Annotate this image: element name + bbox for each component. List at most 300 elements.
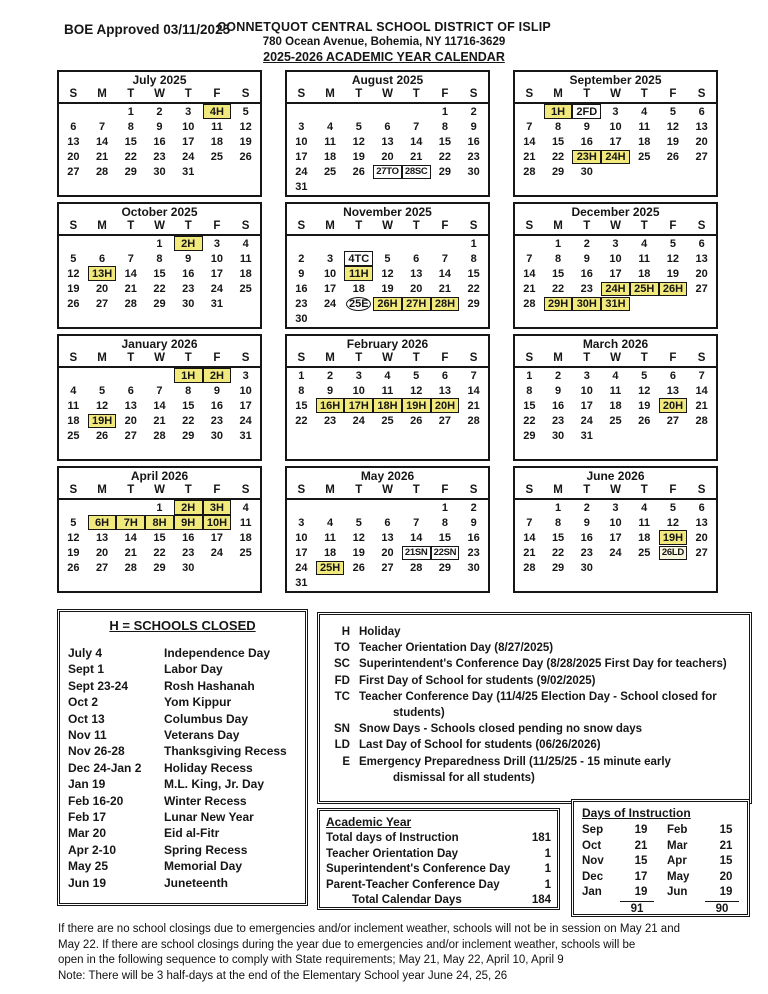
day-cell: 24 (580, 414, 593, 427)
day-cell (344, 575, 373, 590)
day-cell (431, 236, 460, 251)
academic-year-total-row (326, 893, 551, 909)
day-cell (402, 296, 431, 311)
day-cell (145, 515, 174, 530)
day-cell: 29 (182, 429, 195, 442)
day-cell: 28 (523, 165, 536, 178)
weekday-label: T (640, 352, 648, 364)
day-cell: 22 (153, 546, 166, 559)
month-august-2025 (285, 70, 490, 197)
day-cell: 29 (551, 165, 565, 178)
day-cell: 30 (153, 165, 166, 178)
day-cell: 17 (609, 531, 622, 544)
day-cell: 4 (612, 369, 619, 382)
day-cell (59, 104, 88, 119)
day-cell: 31 (182, 165, 195, 178)
day-cell: 2 (583, 501, 590, 514)
day-cell: 20 (381, 150, 394, 163)
key-entry (326, 689, 743, 721)
day-cell: 11 (211, 120, 223, 133)
day-cell: 17 (182, 135, 195, 148)
key-description-line: Last Day of School for students (06/26/2026) (359, 739, 601, 752)
day-cell: 15 (295, 399, 308, 412)
day-cell: 6 (384, 516, 391, 529)
boe-approved-text: BOE Approved 03/11/2025 (64, 22, 231, 37)
day-cell: 8 (441, 516, 448, 529)
academic-year-row (326, 831, 551, 847)
day-cell: 23 (467, 150, 480, 163)
weekday-label: S (69, 88, 78, 100)
day-cell (630, 296, 659, 311)
day-cell (601, 296, 630, 311)
closed-date: Oct 2 (68, 695, 99, 710)
key-description (359, 689, 743, 721)
day-cell: 9 (583, 252, 590, 265)
day-cell: 24 (210, 282, 224, 295)
day-cell: 17 (295, 546, 308, 559)
day-cell: 20 (95, 282, 109, 295)
schools-closed-item (68, 858, 297, 874)
key-description-cont: dismissal for all students) (393, 771, 535, 784)
day-cell (687, 560, 716, 575)
doi-left-column (582, 823, 654, 915)
day-cell: 7 (698, 369, 705, 382)
day-cell (316, 500, 345, 515)
key-abbr: E (342, 755, 350, 768)
month-title: October 2025 (121, 205, 198, 219)
holiday-day: 25H (316, 561, 345, 576)
day-cell: 20 (695, 267, 708, 280)
day-cell: 5 (384, 252, 391, 265)
weekday-label: S (297, 484, 306, 496)
closed-date: July 4 (68, 646, 103, 660)
day-cell: 1 (127, 105, 134, 118)
holiday-day: 2H (174, 236, 203, 251)
day-cell (231, 560, 260, 575)
day-cell: 10 (609, 252, 622, 265)
day-cell: 5 (70, 252, 77, 265)
doi-row (582, 885, 654, 901)
weekday-header-row (59, 484, 260, 500)
weekday-label: M (553, 220, 563, 232)
schools-closed-item (68, 645, 297, 661)
day-cell: 3 (355, 369, 362, 382)
day-cell: 8 (470, 252, 477, 265)
day-cell: 26 (95, 429, 109, 442)
day-cell: 11 (638, 516, 651, 529)
day-cell: 26 (352, 561, 365, 574)
key-entry (326, 673, 743, 689)
day-cell: 30 (580, 165, 593, 178)
key-description (359, 656, 743, 672)
day-cell (316, 179, 345, 194)
day-cell: 18 (638, 531, 651, 544)
day-cell: 12 (352, 531, 365, 544)
day-cell: 20 (67, 150, 80, 163)
day-cell (659, 281, 688, 296)
day-cell: 6 (698, 105, 705, 118)
day-cell (544, 296, 573, 311)
holiday-day: 16H (316, 398, 345, 413)
schools-closed-item (68, 760, 297, 776)
day-cell (344, 251, 373, 266)
day-cell: 18 (352, 282, 365, 295)
day-cell: 1 (526, 369, 533, 382)
closed-date: May 25 (68, 859, 109, 874)
weekday-label: T (184, 352, 192, 364)
day-cell: 12 (95, 399, 109, 412)
day-cell: 12 (352, 135, 365, 148)
day-cell: 10 (580, 384, 593, 397)
day-cell (431, 179, 460, 194)
day-cell: 1 (298, 369, 305, 382)
day-cell: 1 (470, 237, 477, 250)
day-cell: 19 (638, 399, 651, 412)
day-cell: 15 (551, 135, 565, 148)
day-cell: 11 (638, 120, 651, 133)
holiday-day: 19H (659, 530, 688, 545)
day-cell (316, 104, 345, 119)
doi-row (667, 854, 739, 870)
day-cell: 17 (295, 150, 308, 163)
day-cell: 30 (551, 429, 565, 442)
day-cell: 12 (67, 531, 80, 544)
month-title: December 2025 (571, 205, 660, 219)
day-cell: 8 (526, 384, 533, 397)
schools-closed-item (68, 793, 297, 809)
day-cell: 26 (410, 414, 423, 427)
day-cell: 21 (124, 282, 137, 295)
day-cell (116, 236, 145, 251)
footer-line: If there are no school closings due to emergencies and/or inclement weather, schools will not be in session on May 21 and (58, 923, 680, 935)
day-cell: 25 (638, 546, 651, 559)
day-cell: 9 (156, 120, 163, 133)
day-cell: 13 (666, 384, 680, 397)
doi-month: Feb (667, 824, 688, 836)
day-cell (402, 311, 431, 326)
day-cell (344, 179, 373, 194)
day-cell (373, 311, 402, 326)
month-cells (287, 368, 488, 428)
footer-line: Note: There will be 3 half-days at the end of the Elementary School year June 24, 25, 26 (58, 969, 508, 982)
holiday-day: 29H (544, 297, 573, 312)
weekday-label: F (213, 484, 221, 496)
day-cell: 5 (242, 105, 249, 118)
day-cell: 9 (555, 384, 562, 397)
day-cell: 10 (295, 135, 308, 148)
weekday-label: T (412, 484, 420, 496)
key-description (359, 640, 743, 656)
day-cell: 4 (384, 369, 391, 382)
day-cell (287, 236, 316, 251)
weekday-label: S (241, 484, 250, 496)
academic-value: 1 (544, 863, 551, 876)
day-cell: 10 (609, 120, 622, 133)
key-description-cont: students) (393, 707, 445, 720)
day-cell: 21 (410, 150, 423, 163)
holiday-day: 9H (174, 515, 203, 530)
weekday-label: W (154, 220, 165, 232)
day-cell (402, 104, 431, 119)
day-cell: 13 (410, 267, 423, 280)
month-cells (515, 500, 716, 575)
day-cell: 16 (580, 267, 593, 280)
day-cell (402, 500, 431, 515)
day-cell: 24 (323, 297, 337, 310)
day-cell: 7 (413, 516, 420, 529)
month-january-2026 (57, 334, 262, 461)
day-cell: 2 (470, 105, 477, 118)
weekday-label: M (553, 484, 563, 496)
day-cell (88, 266, 117, 281)
day-cell: 22 (551, 282, 565, 295)
day-cell: 7 (526, 252, 533, 265)
day-cell: 18 (609, 399, 622, 412)
day-cell: 23 (295, 297, 308, 310)
day-cell (116, 500, 145, 515)
holiday-day: 20H (431, 398, 460, 413)
day-cell: 19 (381, 282, 394, 295)
academic-year-rows (326, 831, 551, 909)
weekday-label: T (127, 352, 135, 364)
closed-name: Lunar New Year (164, 810, 254, 825)
academic-year-title: Academic Year (326, 815, 412, 829)
day-cell: 19 (666, 135, 680, 148)
key-description-line: Snow Days - Schools closed pending no snow days (359, 723, 643, 736)
day-cell (659, 296, 688, 311)
weekday-label: S (525, 220, 534, 232)
page-title: 2025-2026 ACADEMIC YEAR CALENDAR (263, 50, 505, 64)
weekday-label: S (297, 220, 306, 232)
key-description (359, 673, 743, 689)
day-cell: 21 (695, 399, 708, 412)
day-cell: 21 (438, 282, 452, 295)
closed-name: Holiday Recess (164, 760, 253, 775)
month-cells (59, 104, 260, 179)
day-cell (203, 164, 232, 179)
day-cell: 16 (580, 531, 593, 544)
day-cell: 30 (467, 561, 480, 574)
day-cell: 27 (695, 282, 708, 295)
closed-name: Columbus Day (164, 711, 249, 726)
key-abbr: SN (334, 723, 350, 736)
holiday-day: 4H (203, 104, 232, 119)
day-cell (373, 398, 402, 413)
closed-name: Rosh Hashanah (164, 678, 255, 693)
day-cell: 25 (239, 546, 252, 559)
doi-row (667, 823, 739, 839)
closed-date: Jan 19 (68, 777, 106, 792)
weekday-label: S (297, 88, 306, 100)
day-cell (659, 398, 688, 413)
weekday-header-row (515, 220, 716, 236)
day-cell: 30 (295, 313, 308, 326)
day-cell: 11 (324, 135, 336, 148)
day-cell (659, 530, 688, 545)
day-cell (88, 500, 117, 515)
day-cell (316, 311, 345, 326)
day-cell: 15 (551, 531, 565, 544)
closed-name: Yom Kippur (164, 695, 232, 710)
day-cell: 13 (695, 120, 708, 133)
day-cell: 28 (467, 414, 480, 427)
holiday-day: 27H (402, 297, 431, 312)
closed-date: Dec 24-Jan 2 (68, 760, 142, 775)
day-cell: 2 (470, 501, 477, 514)
academic-label: Teacher Orientation Day (326, 847, 459, 860)
day-cell: 14 (410, 135, 423, 148)
weekday-label: T (355, 220, 363, 232)
marked-day: 28SC (402, 165, 431, 180)
day-cell: 14 (523, 267, 536, 280)
day-cell: 27 (95, 297, 109, 310)
schools-closed-item (68, 776, 297, 792)
weekday-label: F (441, 220, 449, 232)
day-cell: 29 (523, 429, 536, 442)
month-february-2026 (285, 334, 490, 461)
doi-days: 19 (634, 824, 648, 836)
holiday-day: 31H (601, 297, 630, 312)
academic-value: 181 (531, 832, 551, 844)
day-cell: 6 (413, 252, 420, 265)
day-cell: 6 (698, 501, 705, 514)
day-cell: 29 (153, 297, 166, 310)
academic-value: 1 (544, 847, 551, 860)
day-cell: 3 (612, 237, 619, 250)
weekday-label: W (382, 88, 393, 100)
day-cell: 15 (153, 531, 166, 544)
day-cell: 4 (327, 120, 334, 133)
day-cell: 1 (555, 237, 562, 250)
holiday-day: 2H (203, 368, 232, 383)
day-cell (402, 236, 431, 251)
day-cell (231, 164, 260, 179)
academic-label: Parent-Teacher Conference Day (326, 878, 500, 891)
day-cell: 9 (213, 384, 220, 397)
day-cell (373, 179, 402, 194)
day-cell: 8 (156, 252, 163, 265)
academic-year-box (317, 808, 560, 910)
day-cell: 14 (410, 531, 423, 544)
day-cell (316, 575, 345, 590)
day-cell: 24 (239, 414, 252, 427)
holiday-day: 26H (659, 282, 688, 297)
day-cell: 13 (695, 252, 708, 265)
day-cell: 2 (327, 369, 334, 382)
month-title: July 2025 (132, 73, 187, 87)
doi-month: Mar (667, 839, 688, 852)
weekday-label: T (355, 88, 363, 100)
day-cell: 25 (609, 414, 622, 427)
day-cell: 13 (124, 399, 137, 412)
day-cell: 25 (239, 282, 252, 295)
day-cell: 6 (698, 237, 705, 250)
day-cell: 23 (580, 546, 593, 559)
day-cell: 26 (666, 150, 680, 163)
day-cell: 11 (239, 252, 252, 265)
weekday-label: M (97, 484, 107, 496)
day-cell: 23 (153, 150, 166, 163)
month-june-2026 (513, 466, 718, 593)
day-cell: 5 (355, 516, 362, 529)
holiday-day: 10H (203, 515, 232, 530)
day-cell (431, 398, 460, 413)
day-cell (687, 164, 716, 179)
closed-name: Labor Day (164, 662, 223, 677)
day-cell: 5 (641, 369, 648, 382)
closed-date: Jun 19 (68, 875, 107, 890)
day-cell: 16 (182, 267, 195, 280)
day-cell: 6 (441, 369, 448, 382)
schools-closed-list (68, 645, 297, 891)
day-cell: 16 (467, 531, 480, 544)
schools-closed-item (68, 694, 297, 710)
day-cell (601, 149, 630, 164)
key-entry (326, 624, 743, 640)
weekday-label: W (382, 484, 393, 496)
day-cell: 23 (323, 414, 337, 427)
doi-row (667, 870, 739, 886)
day-cell: 22 (551, 546, 565, 559)
month-title: January 2026 (121, 337, 198, 351)
days-of-instruction-columns (582, 823, 739, 915)
weekday-label: M (97, 88, 107, 100)
day-cell (630, 560, 659, 575)
doi-days: 15 (719, 824, 733, 836)
academic-total-value: 184 (531, 894, 551, 907)
month-cells (515, 236, 716, 311)
weekday-label: S (241, 220, 250, 232)
day-cell: 31 (295, 577, 308, 590)
academic-year-row (326, 847, 551, 863)
day-cell: 14 (467, 384, 480, 397)
closed-date: Sept 1 (68, 662, 105, 677)
doi-total-value: 91 (620, 901, 654, 915)
doi-days: 17 (634, 870, 648, 883)
day-cell (344, 500, 373, 515)
academic-year-row (326, 878, 551, 894)
day-cell (402, 575, 431, 590)
day-cell: 10 (352, 384, 365, 397)
day-cell: 1 (156, 237, 163, 250)
schools-closed-box (57, 609, 308, 906)
weekday-label: S (241, 352, 250, 364)
closed-date: Oct 13 (68, 711, 105, 726)
key-entry (326, 737, 743, 753)
doi-month: Dec (582, 870, 604, 883)
day-cell (601, 428, 630, 443)
marked-day: 22SN (431, 546, 460, 561)
weekday-label: W (610, 220, 621, 232)
day-cell: 17 (323, 282, 337, 295)
day-cell: 19 (352, 150, 365, 163)
day-cell: 18 (239, 531, 252, 544)
day-cell: 21 (523, 150, 536, 163)
day-cell: 30 (580, 561, 593, 574)
weekday-label: T (412, 88, 420, 100)
day-cell: 7 (441, 252, 448, 265)
day-cell: 26 (352, 165, 365, 178)
weekday-label: S (697, 352, 706, 364)
holiday-day: 24H (601, 150, 630, 165)
day-cell (203, 104, 232, 119)
day-cell (459, 575, 488, 590)
doi-row (582, 870, 654, 886)
marked-day: 2FD (572, 104, 601, 119)
day-cell: 6 (384, 120, 391, 133)
day-cell: 11 (239, 516, 252, 529)
key-entry (326, 754, 743, 786)
